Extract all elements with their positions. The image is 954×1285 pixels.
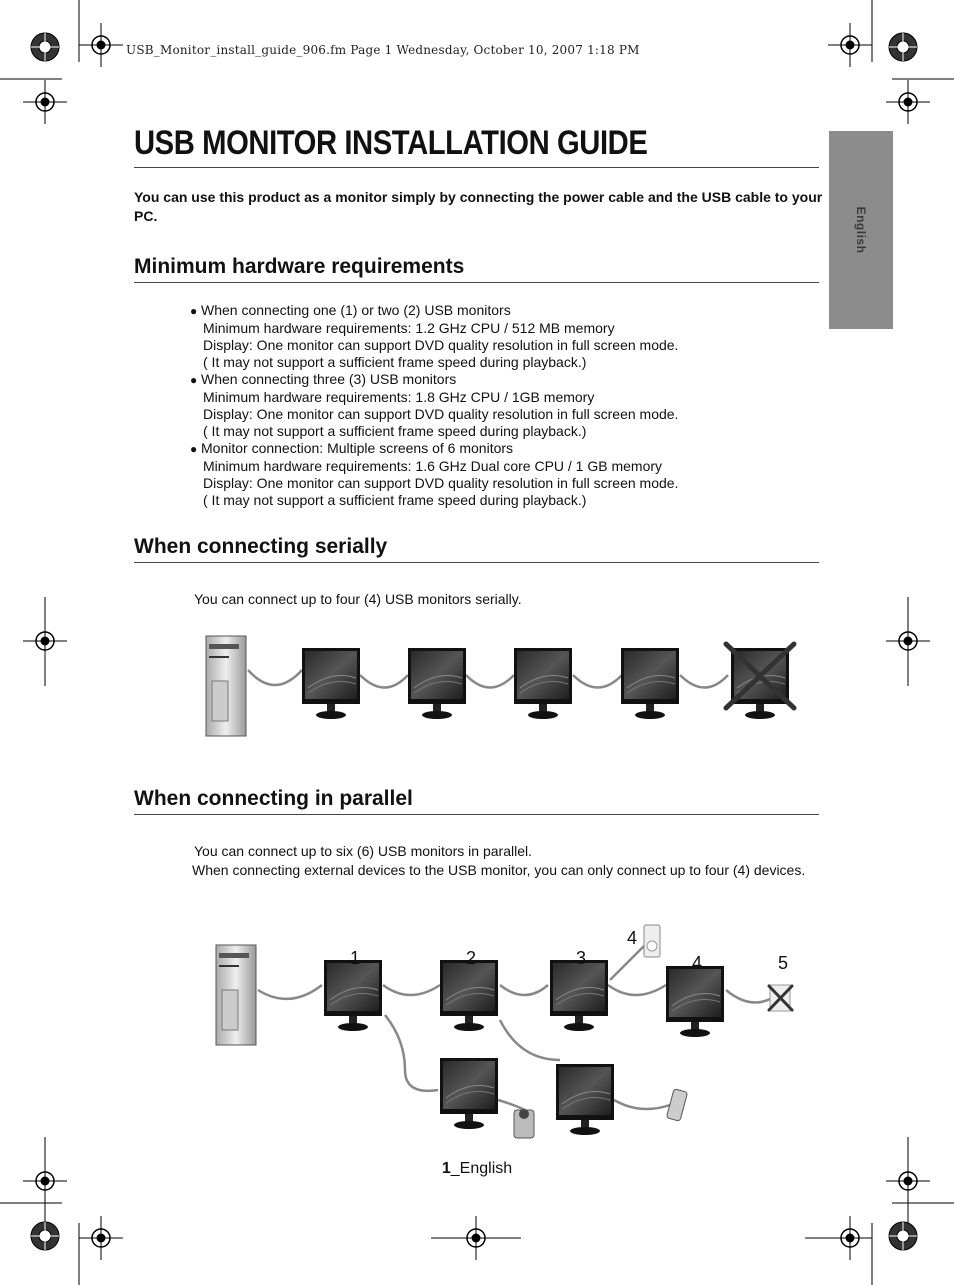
list-item-title: When connecting three (3) USB monitors: [201, 371, 457, 387]
list-item-title: When connecting one (1) or two (2) USB monitors: [201, 302, 511, 318]
list-item-line: Minimum hardware requirements: 1.8 GHz CPU / 1GB memory: [203, 389, 595, 405]
page-footer: [0, 1160, 954, 1178]
monitor-icon: [556, 1064, 614, 1135]
monitor-icon: [440, 1058, 498, 1129]
cable: [498, 1100, 525, 1110]
list-item-line: Minimum hardware requirements: 1.6 GHz Dual core CPU / 1 GB memory: [203, 458, 663, 474]
parallel-text-1: You can connect up to six (6) USB monitors in parallel.: [194, 843, 532, 859]
bullet-icon: ●: [190, 304, 198, 318]
cable: [500, 985, 548, 995]
monitor-icon: [550, 960, 608, 1031]
language-tab-label: English: [854, 206, 868, 254]
intro-text: You can use this product as a monitor simply by connecting the power cable and the USB cable to your PC.: [134, 189, 823, 224]
serial-text: You can connect up to four (4) USB monitors serially.: [194, 591, 522, 607]
list-item-line: ( It may not support a sufficient frame speed during playback.): [203, 423, 587, 439]
bullet-icon: ●: [190, 373, 198, 387]
file-header-line: USB_Monitor_install_guide_906.fm Page 1 Wednesday, October 10, 2007 1:18 PM: [126, 43, 640, 57]
cable: [383, 985, 440, 995]
list-item-title: Monitor connection: Multiple screens of 6 monitors: [201, 440, 514, 456]
cable: [500, 1020, 560, 1060]
camcorder-icon: [514, 1109, 534, 1138]
bullet-icon: ●: [190, 442, 198, 456]
pc-tower-icon: [216, 945, 256, 1045]
figure-label-3: 3: [576, 948, 587, 968]
section-heading-serial: When connecting serially: [134, 535, 388, 558]
list-item-line: Display: One monitor can support DVD quality resolution in full screen mode.: [203, 337, 679, 353]
monitor-icon: [440, 960, 498, 1031]
list-item-line: Display: One monitor can support DVD quality resolution in full screen mode.: [203, 475, 679, 491]
figure-label-5: 5: [778, 953, 789, 973]
monitor-icon: [324, 960, 382, 1031]
figure-label-1: 1: [350, 948, 361, 968]
list-item-line: Display: One monitor can support DVD quality resolution in full screen mode.: [203, 406, 679, 422]
figure-label-2: 2: [466, 948, 477, 968]
page-title: USB MONITOR INSTALLATION GUIDE: [134, 124, 648, 162]
list-item-line: ( It may not support a sufficient frame speed during playback.): [203, 492, 587, 508]
cable: [608, 985, 666, 995]
cable: [726, 990, 772, 1003]
monitor-icon: [666, 966, 724, 1037]
cable: [258, 985, 322, 999]
list-item-line: Minimum hardware requirements: 1.2 GHz CPU / 512 MB memory: [203, 320, 615, 336]
section-heading-min-hw: Minimum hardware requirements: [134, 255, 465, 278]
section-heading-parallel: When connecting in parallel: [134, 787, 413, 810]
page-number: 1: [441, 1160, 451, 1177]
cable: [610, 945, 645, 980]
mp3-player-icon: [644, 925, 660, 957]
cable: [614, 1100, 670, 1109]
cable: [385, 1015, 438, 1091]
figure-label-4b: 4: [692, 953, 703, 973]
figure-label-4a: 4: [627, 928, 638, 948]
list-item-line: ( It may not support a sufficient frame speed during playback.): [203, 354, 587, 370]
parallel-text-2: When connecting external devices to the USB monitor, you can only connect up to four (4) devices.: [192, 862, 806, 878]
footer-language: _English: [450, 1160, 513, 1177]
mobile-phone-icon: [666, 1089, 687, 1122]
